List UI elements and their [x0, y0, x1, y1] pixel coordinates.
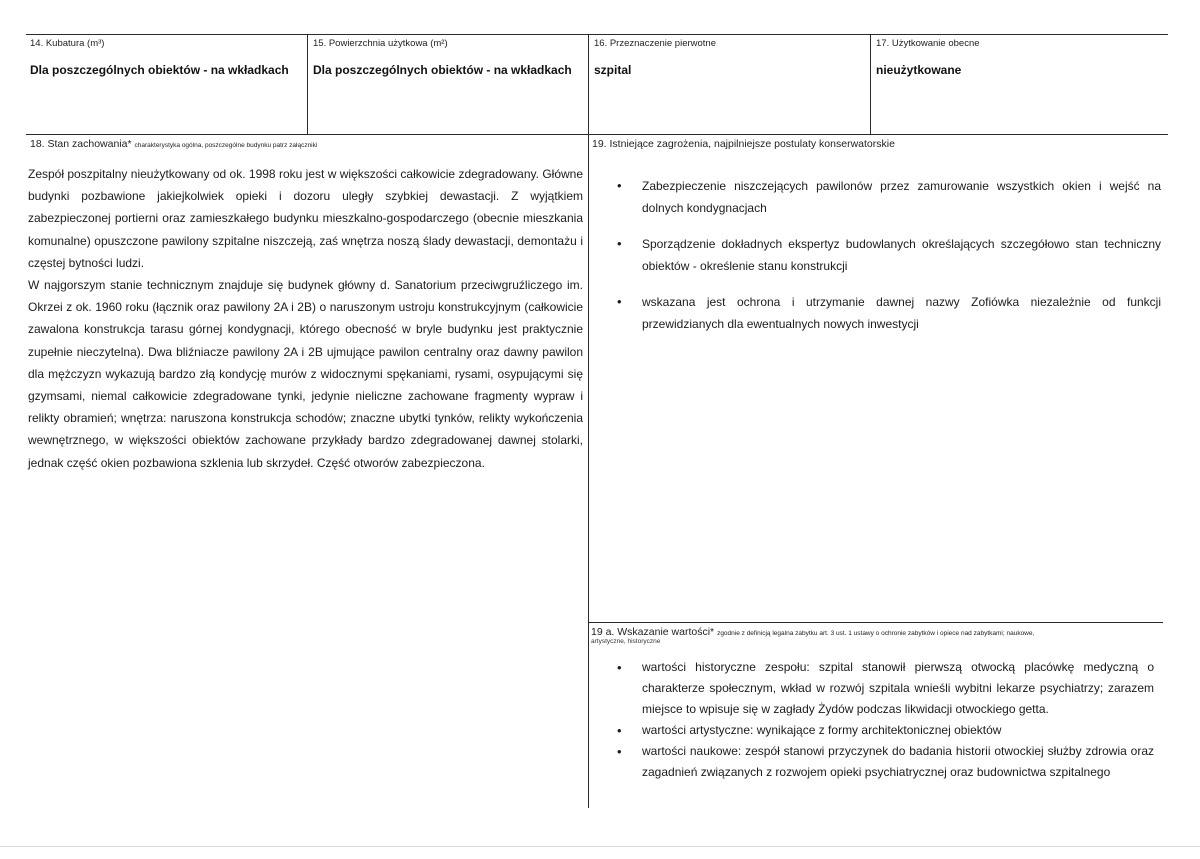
wartosci-list [614, 657, 1154, 783]
kubatura-value: Dla poszczególnych obiektów - na wkładkach [30, 63, 289, 77]
wartosci-heading [591, 626, 1034, 638]
stan-zachowania-heading [30, 138, 317, 150]
zagrozenia-heading: 19. Istniejące zagrożenia, najpilniejsze postulaty konserwatorskie [592, 138, 895, 150]
kubatura-label: 14. Kubatura (m³) [30, 38, 105, 49]
list-item: • wartości historyczne zespołu: szpital stanowił pierwszą otwocką placówkę medyczną o charakterze społecznym, wkład w rozwój szpitala wnieśli wybitni lekarze psychiatrzy; zarazem miejsce to wpisuje się w zagłady Żydów podczas likwidacji otwockiego getta. [614, 657, 1154, 720]
wartosci-subtitle-cont: artystyczne, historyczne [591, 638, 661, 645]
stan-zachowania-paragraph: Zespół poszpitalny nieużytkowany od ok. 1998 roku jest w większości całkowicie zdegradowany. Główne budynki pozbawione jakiejkolwiek opieki i dozoru uległy szybkiej dewastacji. Z wyjątkiem zabezpieczonej portierni oraz zamieszkałego budynku mieszkalno-gospodarczego (obecnie mieszkania komunalne) opuszczone pawilony szpitalne niszczeją, zaś wnętrza noszą ślady dewastacji, demontażu i częstej bytności ludzi. [28, 167, 583, 270]
zagrozenia-list [614, 175, 1161, 349]
list-item: • wartości artystyczne: wynikające z formy architektonicznej obiektów [614, 720, 1154, 741]
stan-zachowania-title: 18. Stan zachowania* [30, 138, 132, 150]
top-border [26, 34, 1168, 35]
wartosci-title: 19 a. Wskazanie wartości* [591, 626, 715, 638]
list-item: • wskazana jest ochrona i utrzymanie dawnej nazwy Zofiówka niezależnie od funkcji przewidzianych dla ewentualnych nowych inwestycji [614, 291, 1161, 335]
stan-zachowania-paragraph: W najgorszym stanie technicznym znajduje się budynek główny d. Sanatorium przeciwgruźliczego im. Okrzei z ok. 1960 roku (łącznik oraz pawilony 2A i 2B) o naruszonym ustroju konstrukcyjnym (całkowicie zawalona konstrukcja tarasu górnej kondygnacji, którego obecność w bryle budynku jest praktycznie zupełnie nieczytelna). Dwa bliźniacze pawilony 2A i 2B ujmujące pawilon centralny oraz dawny pawilon dla mężczyzn wykazują bardzo złą kondycję murów z widocznymi spękaniami, rysami, osypującymi się gzymsami, niemal całkowicie zdegradowane tynki, jedynie nieliczne zachowane fragmenty wypraw i relikty obramień; wnętrza: naruszona konstrukcja schodów; znaczne ubytki tynków, relikty wykończenia wewnętrznego, w większości obiektów zachowane przykłady bardzo zdegradowanej dawnej stolarki, jednak część okien pozbawiona szklenia lub skrzydeł. Część otworów zabezpieczona. [28, 278, 583, 470]
list-item: • Zabezpieczenie niszczejących pawilonów przez zamurowanie wszystkich okien i wejść na dolnych kondygnacjach [614, 175, 1161, 219]
przeznaczenie-label: 16. Przeznaczenie pierwotne [594, 38, 716, 49]
list-item: • Sporządzenie dokładnych ekspertyz budowlanych określających szczegółowo stan techniczny obiektów - określenie stanu konstrukcji [614, 233, 1161, 277]
stan-zachowania-subtitle: charakterystyka ogólna, poszczególne budynku patrz załączniki [134, 142, 318, 149]
uzytkowanie-value: nieużytkowane [876, 63, 962, 77]
powierzchnia-label: 15. Powierzchnia użytkowa (m²) [313, 38, 448, 49]
powierzchnia-value: Dla poszczególnych obiektów - na wkładkach [313, 63, 572, 77]
section-19a-divider [588, 622, 1163, 623]
col-divider-3 [870, 34, 871, 134]
wartosci-subtitle: zgodnie z definicją legalna zabytku art. 3 ust. 1 ustawy o ochronie zabytków i opiece nad zabytkami; naukowe, [717, 630, 1035, 637]
stan-zachowania-text [28, 163, 583, 474]
col-divider-2 [588, 34, 589, 808]
list-item: • wartości naukowe: zespół stanowi przyczynek do badania historii otwockiej służby zdrowia oraz zagadnień związanych z rozwojem opieki psychiatrycznej oraz budownictwa szpitalnego [614, 741, 1154, 783]
page-bottom-edge [0, 846, 1200, 847]
uzytkowanie-label: 17. Użytkowanie obecne [876, 38, 980, 49]
col-divider-1 [307, 34, 308, 134]
row-divider [26, 134, 1168, 135]
przeznaczenie-value: szpital [594, 63, 632, 77]
